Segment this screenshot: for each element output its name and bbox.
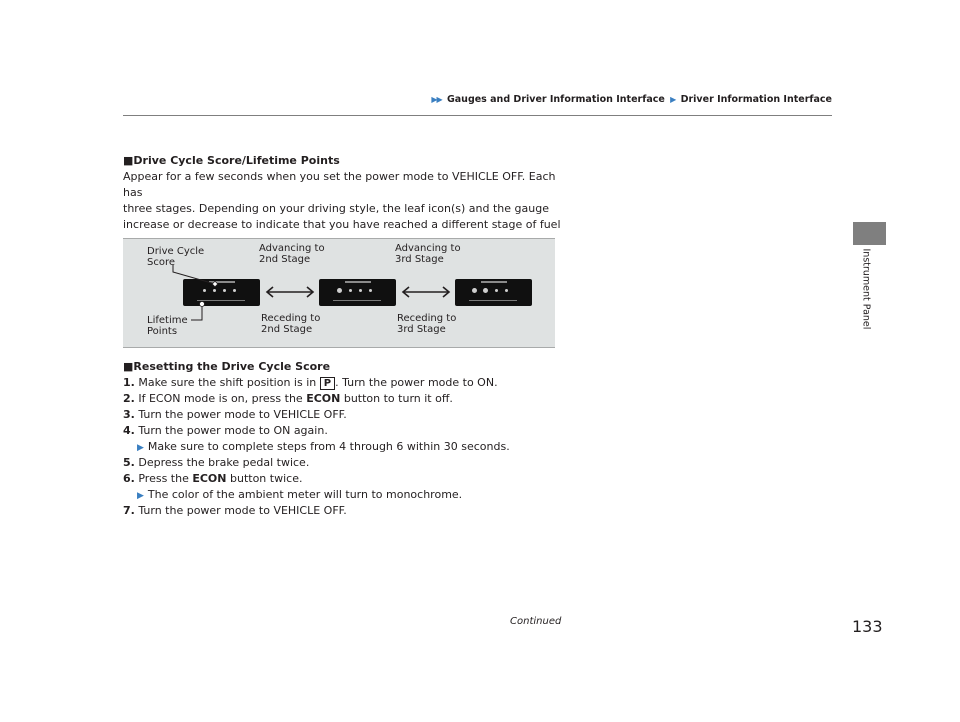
drive-cycle-marker [212, 281, 218, 287]
double-arrow-icon [403, 287, 449, 297]
breadcrumb-level1[interactable]: Gauges and Driver Information Interface [446, 94, 665, 105]
drive-cycle-leader-line [173, 265, 215, 284]
step-4: 4. Turn the power mode to ON again. [123, 424, 328, 437]
section-paragraph: Appear for a few seconds when you set the power mode to VEHICLE OFF. Each has three stages. Depending on your driving style, the leaf icon(s) and the gauge increase or decrease to indicate that you have reached a different stage of fuel [123, 170, 561, 231]
reset-steps-list [123, 375, 510, 519]
step-3: 3. Turn the power mode to VEHICLE OFF. [123, 408, 347, 421]
side-tab-marker [853, 222, 886, 245]
step-6-note: ▶ The color of the ambient meter will turn to monochrome. [137, 488, 463, 501]
eco-score-figure [123, 238, 555, 348]
side-tab-label: Instrument Panel [860, 248, 872, 330]
section-heading-reset: ■Resetting the Drive Cycle Score [123, 360, 331, 373]
double-arrow-icon: ▶▶ [431, 95, 442, 104]
receding-3rd-label: Receding to 3rd Stage [397, 313, 457, 335]
step-6: 6. Press the ECON button twice. [123, 472, 303, 485]
step-5: 5. Depress the brake pedal twice. [123, 456, 310, 469]
note-arrow-icon: ▶ [137, 491, 144, 501]
step-1: 1. Make sure the shift position is in P . Turn the power mode to ON. [123, 376, 498, 389]
note-arrow-icon: ▶ [137, 443, 144, 453]
header-rule [123, 115, 832, 116]
page-number: 133 [852, 617, 883, 636]
arrow-icon: ▶ [670, 95, 676, 104]
p-gear-icon: P [320, 377, 335, 390]
receding-2nd-label: Receding to 2nd Stage [261, 313, 321, 335]
lifetime-marker [200, 302, 205, 307]
advancing-2nd-label: Advancing to 2nd Stage [259, 243, 325, 265]
step-7: 7. Turn the power mode to VEHICLE OFF. [123, 504, 347, 517]
breadcrumb-level2[interactable]: Driver Information Interface [680, 94, 832, 105]
double-arrow-icon [267, 287, 313, 297]
lifetime-leader-line [191, 306, 202, 320]
figure-arrows [123, 239, 555, 347]
step-2: 2. If ECON mode is on, press the ECON button to turn it off. [123, 392, 453, 405]
continued-label: Continued [510, 616, 562, 627]
step-4-note: ▶ Make sure to complete steps from 4 through 6 within 30 seconds. [137, 440, 510, 453]
breadcrumb [429, 94, 832, 105]
advancing-3rd-label: Advancing to 3rd Stage [395, 243, 461, 265]
drive-cycle-score-label: Drive Cycle Score [147, 246, 205, 268]
section-heading-drive-cycle: ■Drive Cycle Score/Lifetime Points [123, 154, 340, 167]
lifetime-points-label: Lifetime Points [147, 315, 188, 337]
